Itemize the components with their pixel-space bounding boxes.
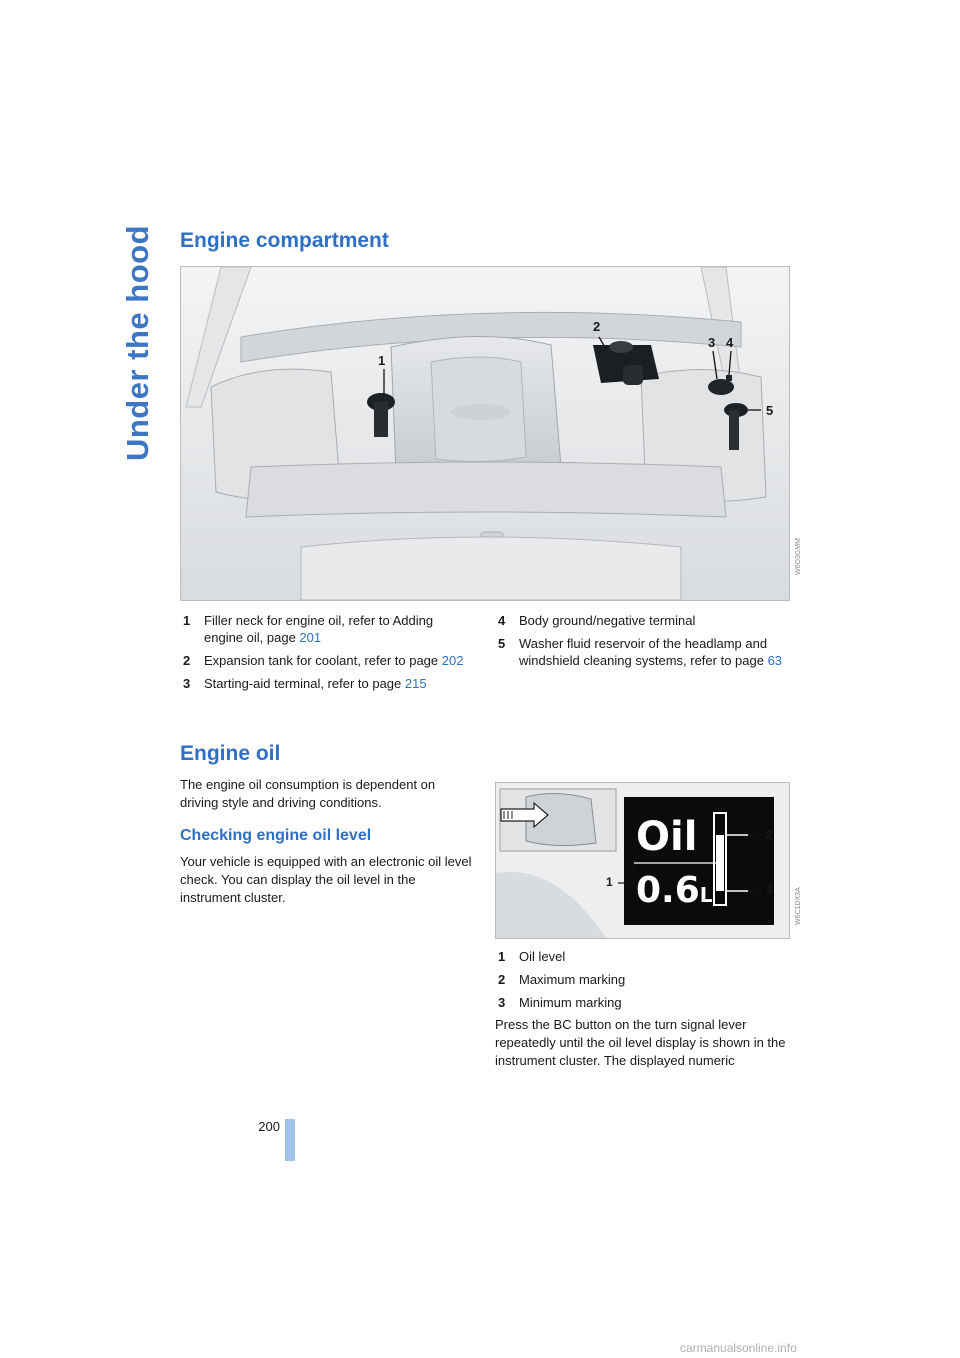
- callout-4: 4: [726, 335, 734, 350]
- engine-items-left: [180, 612, 470, 698]
- list-item: 1 Filler neck for engine oil, refer to Adding engine oil, page 201: [183, 613, 434, 645]
- footer-watermark: carmanualsonline.info: [680, 1341, 797, 1355]
- oil-level-display-illustration: [495, 782, 790, 939]
- engine-compartment-illustration: [180, 266, 790, 601]
- oil-display-legend: [495, 948, 795, 1017]
- engine-items-right: [495, 612, 795, 675]
- oil-display-title: Oil: [636, 814, 698, 860]
- page-link[interactable]: 215: [404, 676, 427, 691]
- checking-oil-level-heading: Checking engine oil level: [180, 827, 372, 844]
- oil-level-instruction: Press the BC button on the turn signal lever repeatedly until the oil level display is shown in the instrument cluster. The displayed numeric: [495, 1017, 786, 1068]
- list-item: 4 Body ground/negative terminal: [498, 613, 696, 628]
- callout-3: 3: [708, 335, 716, 350]
- chapter-title-text: Under the hood: [120, 224, 155, 462]
- engine-figure-code: W6O3GMM: [795, 538, 802, 575]
- engine-compartment-heading: Engine compartment: [180, 229, 389, 252]
- callout-1: 1: [378, 353, 386, 368]
- oil-callout-2: 2: [766, 828, 773, 842]
- oil-callout-3: 3: [766, 883, 773, 897]
- oil-value: 0.6: [636, 870, 700, 911]
- list-item: 5 Washer fluid reservoir of the headlamp and windshield cleaning systems, refer to page 63: [498, 636, 783, 668]
- callout-5: 5: [766, 403, 774, 418]
- page-number: 200: [258, 1119, 280, 1134]
- checking-oil-level-body: Your vehicle is equipped with an electronic oil level check. You can display the oil level in the instrument cluster.: [180, 854, 472, 905]
- page-number-bar: [285, 1119, 295, 1161]
- chapter-side-title: [118, 224, 158, 462]
- oil-display-value: [636, 871, 713, 917]
- page-link[interactable]: 201: [299, 630, 322, 645]
- page-link[interactable]: 63: [767, 653, 783, 668]
- callout-2: 2: [593, 319, 601, 334]
- engine-drawing: [181, 267, 789, 600]
- engine-oil-heading: Engine oil: [180, 742, 281, 765]
- oil-figure-code: W6C1DX3A: [795, 887, 802, 925]
- list-item: 3 Starting-aid terminal, refer to page 215: [183, 676, 427, 691]
- page-link[interactable]: 202: [441, 653, 464, 668]
- list-item: 1 Oil level: [498, 949, 566, 964]
- oil-unit: L: [699, 883, 713, 907]
- list-item: 2 Expansion tank for coolant, refer to page 202: [183, 653, 464, 668]
- list-item: 3 Minimum marking: [498, 995, 622, 1010]
- list-item: 2 Maximum marking: [498, 972, 626, 987]
- oil-callout-1: 1: [606, 875, 613, 889]
- engine-oil-intro: The engine oil consumption is dependent on driving style and driving conditions.: [180, 777, 436, 810]
